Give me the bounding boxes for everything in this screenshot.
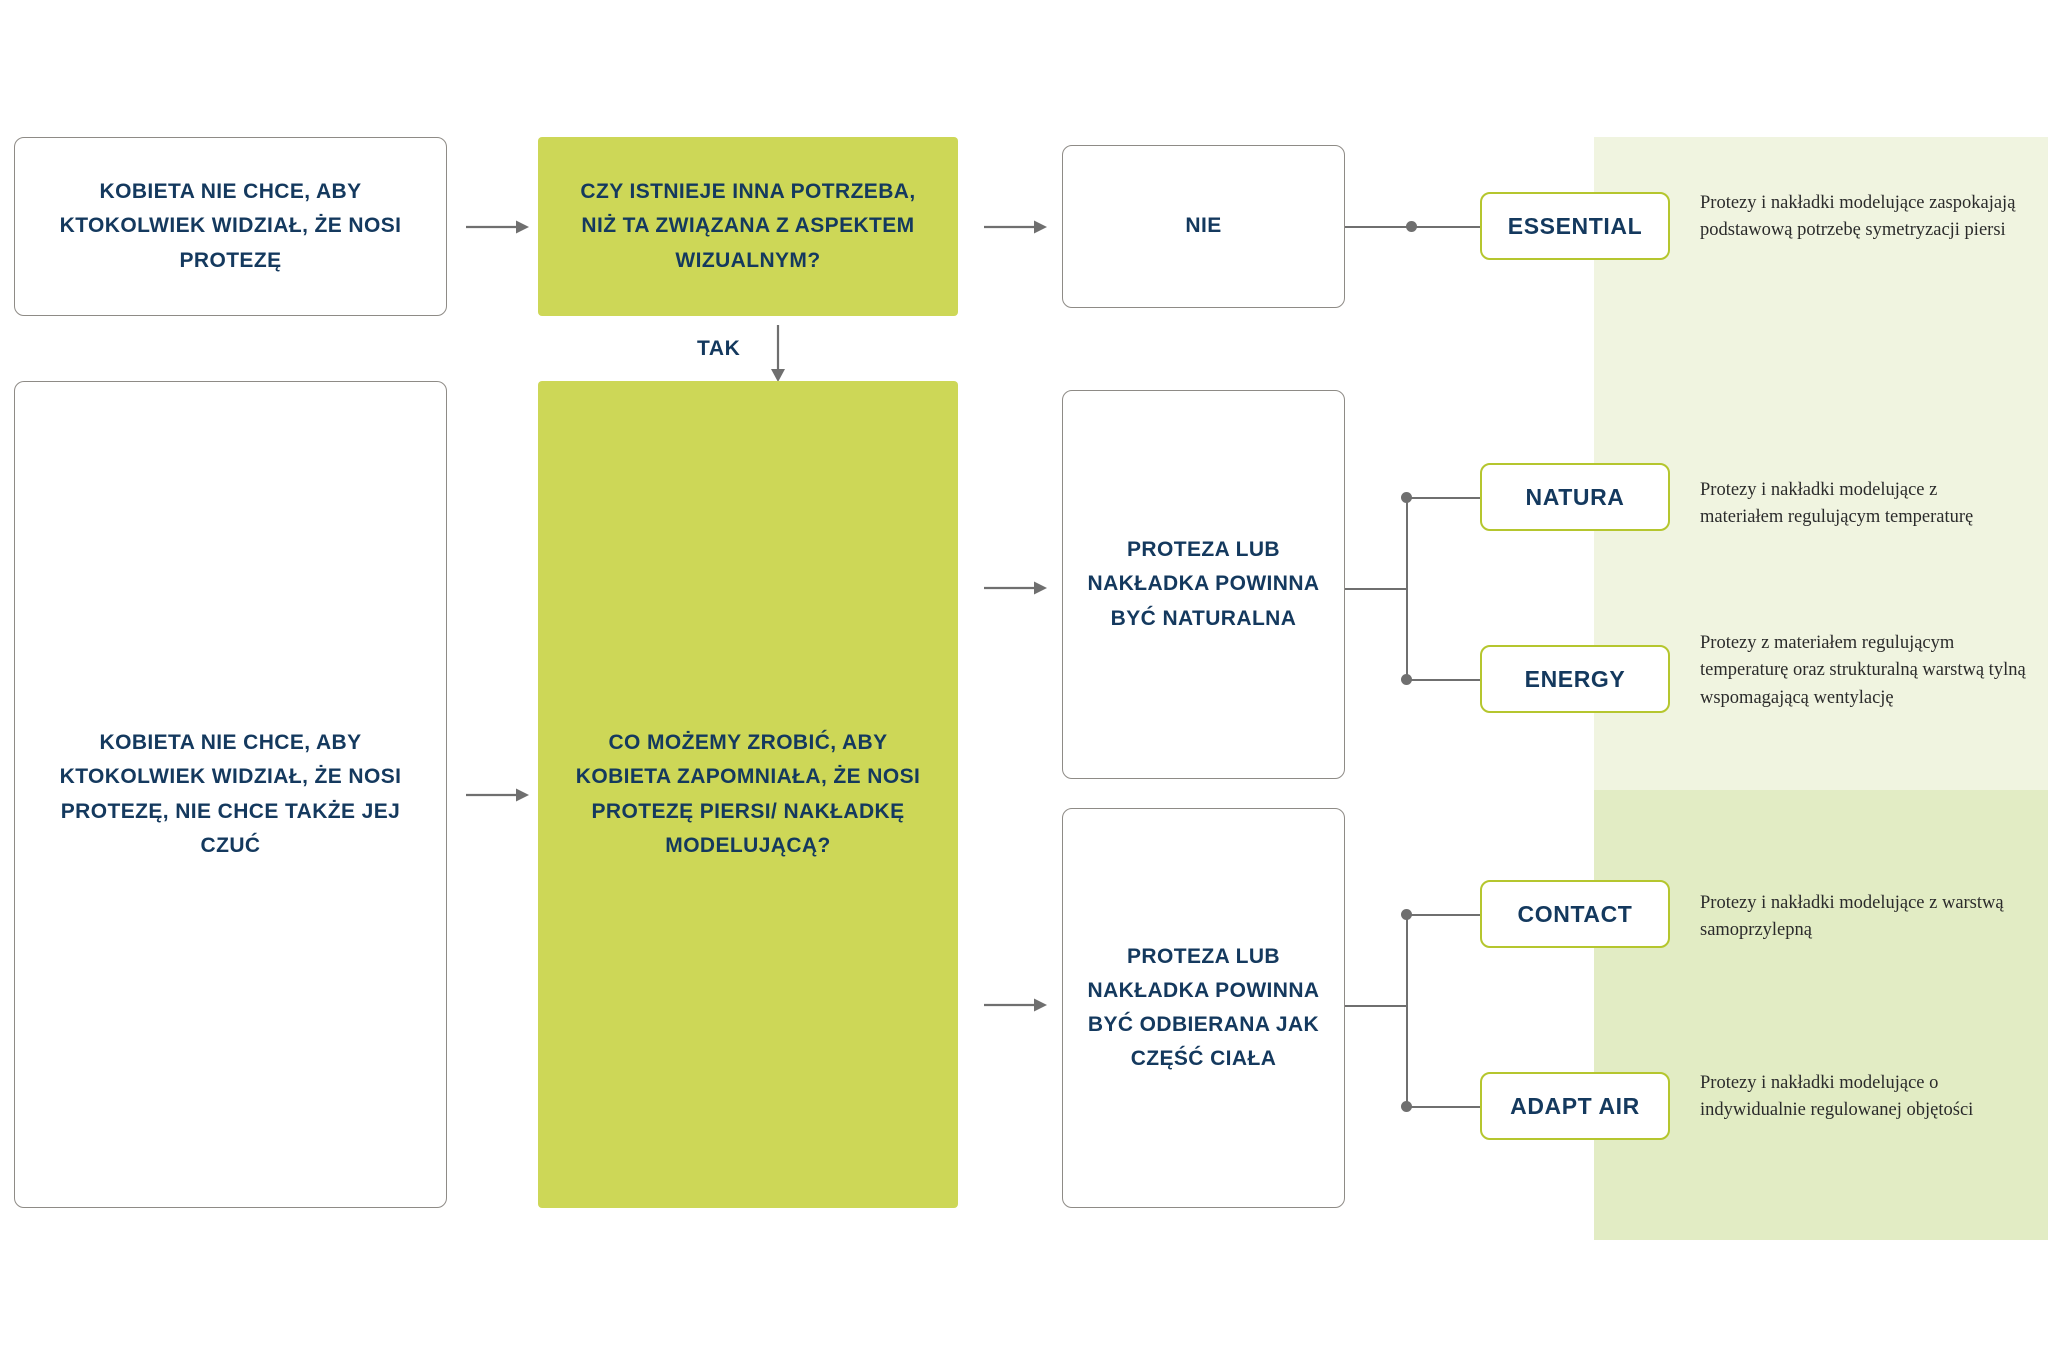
connector-czesc-ciala-to-adapt-air: [1406, 1106, 1480, 1108]
connector-naturalna-to-energy: [1406, 679, 1480, 681]
connector-czesc-ciala-spine: [1406, 914, 1408, 1106]
arrow-d2-to-czesc-ciala: [984, 995, 1048, 1015]
connector-naturalna-spine: [1406, 497, 1408, 679]
decision-node-1: [538, 137, 958, 316]
decision-node-1-label: CZY ISTNIEJE INNA POTRZEBA, NIŻ TA ZWIĄZANA Z ASPEKTEM WIZUALNYM?: [580, 180, 916, 272]
product-pill-essential[interactable]: [1480, 192, 1670, 260]
branch-label-yes: TAK: [697, 337, 741, 360]
product-description-natura: Protezy i nakładki modelujące z materiałem regulującym temperaturę: [1700, 480, 1974, 528]
outcome-node-naturalna-label: PROTEZA LUB NAKŁADKA POWINNA BYĆ NATURALNA: [1087, 538, 1320, 630]
outcome-node-nie: [1062, 145, 1345, 308]
product-pill-energy[interactable]: [1480, 645, 1670, 713]
connector-czesc-ciala-to-contact: [1406, 914, 1480, 916]
product-pill-adapt-air-label: ADAPT AIR: [1510, 1092, 1640, 1119]
product-description-energy: Protezy z materiałem regulującym temperaturę oraz strukturalną warstwą tylną wspomagającą wentylację: [1700, 633, 2026, 708]
arrow-q1-to-d1: [466, 217, 530, 237]
connector-naturalna-stem: [1345, 588, 1407, 590]
question-node-2: [14, 381, 447, 1208]
product-pill-essential-label: ESSENTIAL: [1507, 212, 1643, 239]
connector-dot-energy: [1401, 674, 1412, 685]
arrow-d1-to-nie: [984, 217, 1048, 237]
product-description-essential: Protezy i nakładki modelujące zaspokajają podstawową potrzebę symetryzacji piersi: [1700, 193, 2016, 241]
product-pill-contact[interactable]: [1480, 880, 1670, 948]
outcome-node-naturalna: [1062, 390, 1345, 779]
arrow-d1-to-d2: [767, 325, 789, 383]
background-panel-dark: [1594, 790, 2048, 1240]
question-node-1-label: KOBIETA NIE CHCE, ABY KTOKOLWIEK WIDZIAŁ, ŻE NOSI PROTEZĘ: [59, 180, 402, 272]
product-pill-natura-label: NATURA: [1525, 483, 1625, 510]
product-pill-adapt-air[interactable]: [1480, 1072, 1670, 1140]
decision-node-2: [538, 381, 958, 1208]
outcome-node-czesc-ciala: [1062, 808, 1345, 1208]
question-node-2-label: KOBIETA NIE CHCE, ABY KTOKOLWIEK WIDZIAŁ, ŻE NOSI PROTEZĘ, NIE CHCE TAKŻE JEJ CZUĆ: [59, 731, 402, 857]
question-node-1: [14, 137, 447, 316]
connector-czesc-ciala-stem: [1345, 1005, 1407, 1007]
outcome-node-czesc-ciala-label: PROTEZA LUB NAKŁADKA POWINNA BYĆ ODBIERANA JAK CZĘŚĆ CIAŁA: [1087, 944, 1320, 1071]
outcome-node-nie-label: NIE: [1185, 214, 1222, 238]
arrow-d2-to-naturalna: [984, 578, 1048, 598]
product-description-contact: Protezy i nakładki modelujące z warstwą samoprzylepną: [1700, 893, 2004, 941]
connector-naturalna-to-natura: [1406, 497, 1480, 499]
connector-dot-contact: [1401, 909, 1412, 920]
product-pill-natura[interactable]: [1480, 463, 1670, 531]
product-pill-energy-label: ENERGY: [1524, 665, 1626, 692]
product-description-adapt-air: Protezy i nakładki modelujące o indywidualnie regulowanej objętości: [1700, 1073, 1974, 1121]
decision-node-2-label: CO MOŻEMY ZROBIĆ, ABY KOBIETA ZAPOMNIAŁA, ŻE NOSI PROTEZĘ PIERSI/ NAKŁADKĘ MODELUJĄCĄ?: [575, 731, 921, 857]
connector-dot-essential: [1406, 221, 1417, 232]
connector-dot-natura: [1401, 492, 1412, 503]
connector-dot-adapt-air: [1401, 1101, 1412, 1112]
arrow-q2-to-d2: [466, 785, 530, 805]
product-pill-contact-label: CONTACT: [1517, 900, 1633, 927]
